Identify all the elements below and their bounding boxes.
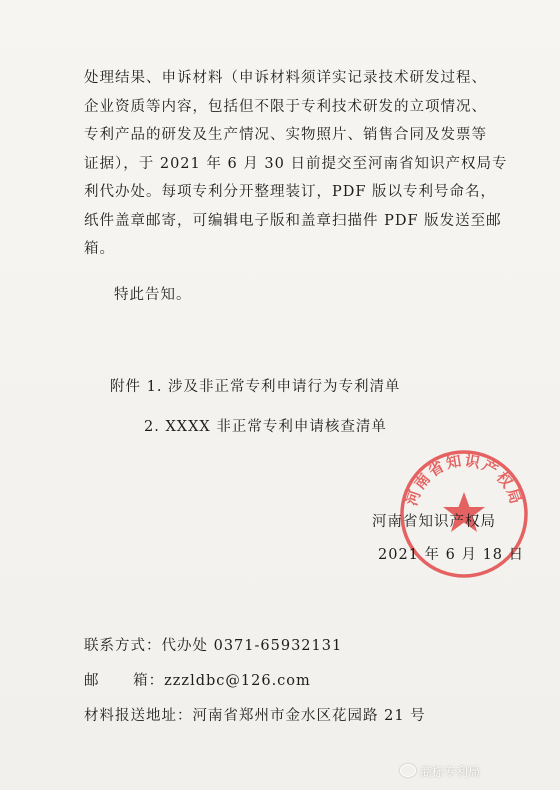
contact-phone (84, 634, 342, 655)
paragraph-line: 企业资质等内容，包括但不限于专利技术研发的立项情况、 (84, 98, 487, 115)
paragraph-line: 箱。 (84, 241, 115, 257)
attachment-item-1: 附件 1. 涉及非正常专利申请行为专利清单 (110, 379, 401, 395)
issuer-name: 河南省知识产权局 (372, 514, 496, 530)
watermark (400, 763, 480, 780)
contact-address-label: 材料报送地址： (84, 708, 193, 724)
issue-date: 2021 年 6 月 18 日 (378, 547, 525, 563)
body-paragraph (84, 64, 524, 264)
paragraph-line: 纸件盖章邮寄，可编辑电子版和盖章扫描件 PDF 版发送至邮 (84, 212, 502, 229)
contact-phone-value: 代办处 0371-65932131 (161, 638, 343, 654)
watermark-text: 商标专利局 (420, 765, 481, 779)
notice-text: 特此告知。 (114, 287, 192, 303)
attachment-item-2: 2. XXXX 非正常专利申请核查清单 (144, 419, 387, 435)
contact-email-value: zzzldbc@126.com (164, 673, 311, 689)
paragraph-line: 证据），于 2021 年 6 月 30 日前提交至河南省知识产权局专 (84, 155, 508, 172)
contact-address (84, 704, 426, 725)
seal-text: 河南省知识产权局 (402, 451, 526, 508)
paragraph-line: 专利产品的研发及生产情况、实物照片、销售合同及发票等 (84, 127, 487, 143)
weibo-icon (400, 764, 416, 777)
contact-phone-label: 联系方式： (84, 638, 162, 654)
contact-email-label: 邮 箱： (84, 673, 165, 689)
paragraph-line: 处理结果、申诉材料（申诉材料须详实记录技术研发过程、 (84, 70, 487, 86)
paragraph-line: 利代办处。每项专利分开整理装订，PDF 版以专利号命名， (84, 184, 497, 200)
contact-email (84, 669, 311, 690)
contact-address-value: 河南省郑州市金水区花园路 21 号 (192, 708, 426, 724)
